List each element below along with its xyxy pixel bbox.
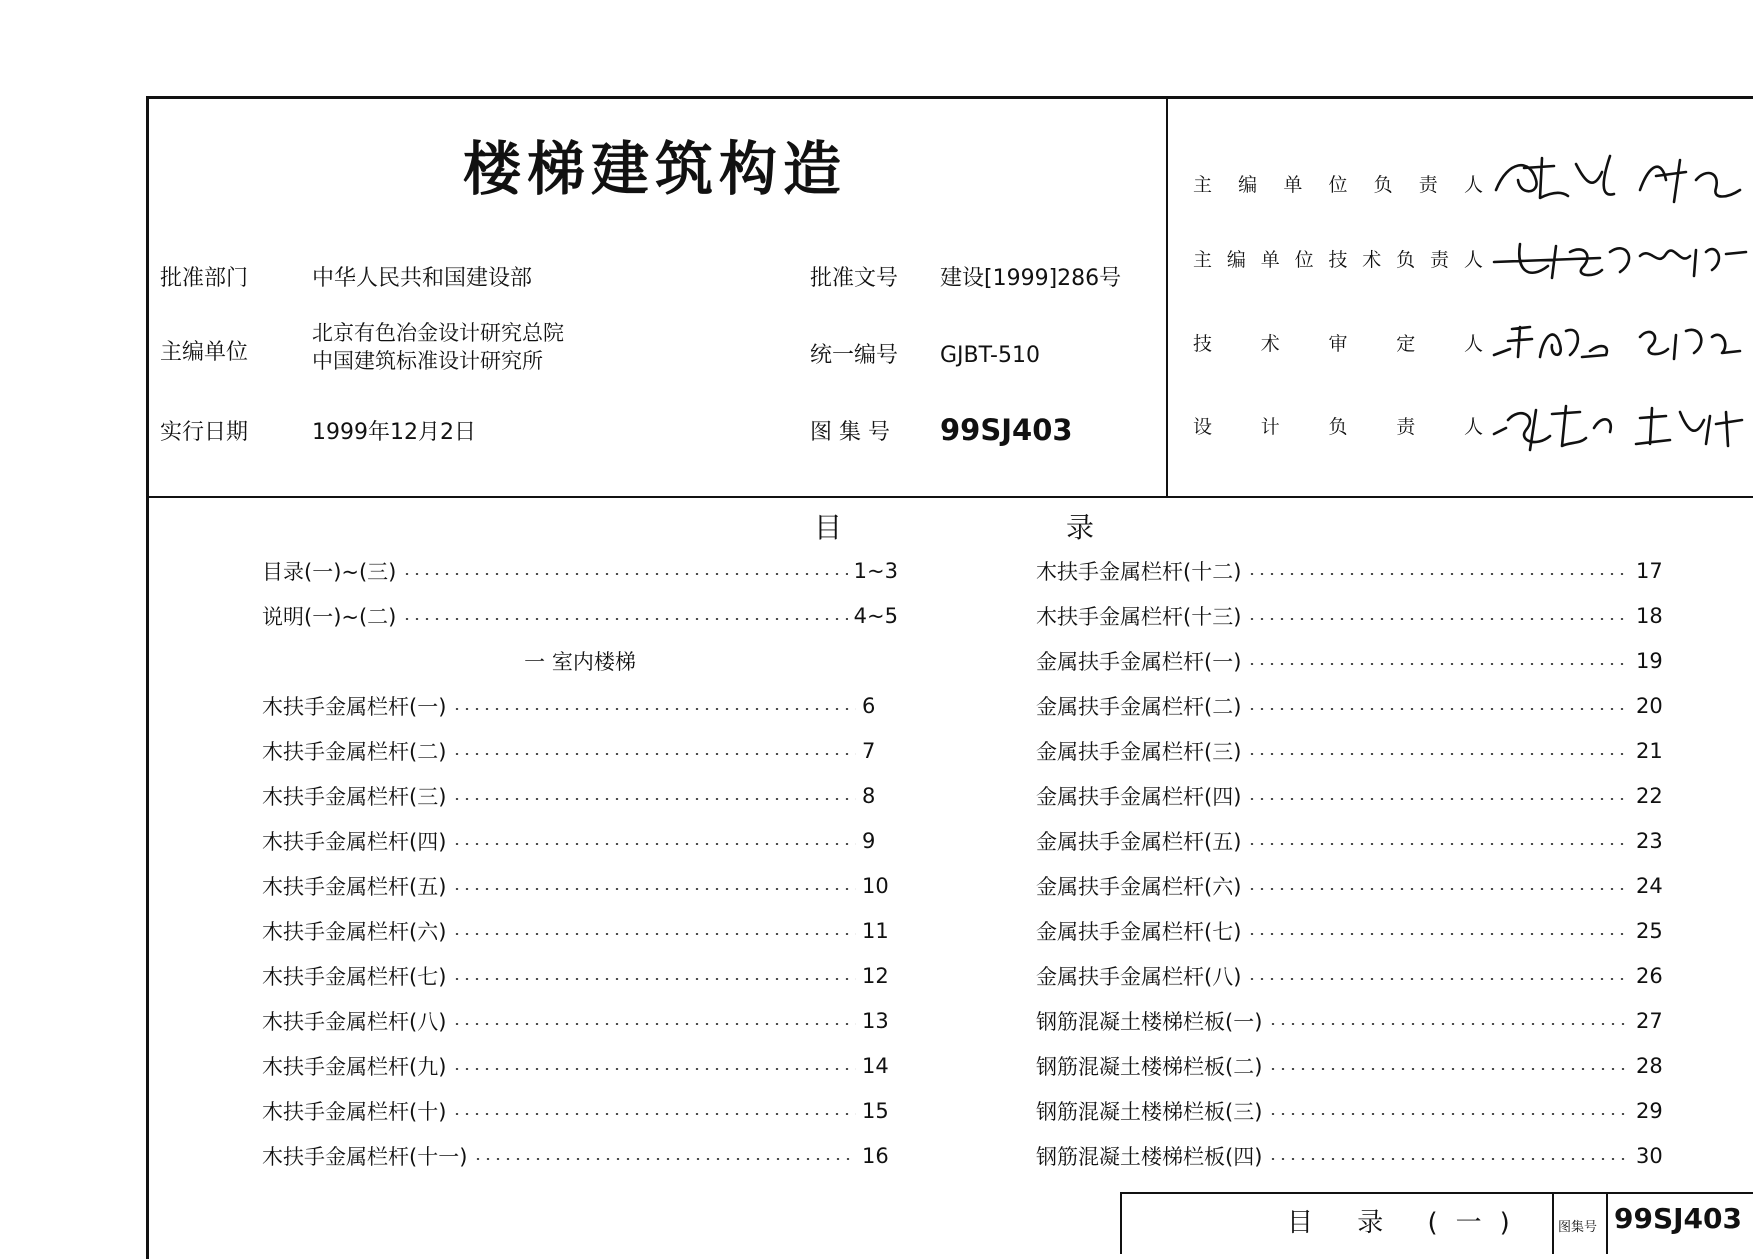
toc-entry (1036, 1141, 1672, 1171)
handwritten-signature-4 (1490, 398, 1752, 448)
title-block-atlas-label: 图集号 (1558, 1220, 1598, 1235)
toc-entry-page: 23 (1636, 829, 1663, 853)
toc-entry-page: 26 (1636, 964, 1663, 988)
toc-entry-page: 18 (1636, 604, 1663, 628)
title-block-atlas-no: 99SJ403 (1614, 1202, 1742, 1235)
toc-entry (1036, 1096, 1672, 1126)
toc-entry (262, 871, 898, 901)
toc-entry-page: 8 (862, 784, 876, 808)
dot-leader (1247, 753, 1630, 755)
unified-no-value: GJBT-510 (940, 343, 1040, 368)
dot-leader (1268, 1158, 1630, 1160)
toc-entry-title: 金属扶手金属栏杆(八) (1036, 965, 1242, 989)
toc-entry (262, 826, 898, 856)
toc-entry-title: 木扶手金属栏杆(七) (262, 965, 447, 989)
chief-unit-label: 主编单位 (160, 340, 249, 365)
toc-entry-title: 木扶手金属栏杆(十三) (1036, 605, 1242, 629)
dot-leader (1247, 888, 1630, 890)
dot-leader (1247, 798, 1630, 800)
toc-entry-page: 11 (862, 919, 889, 943)
toc-heading-left: 目 (814, 511, 843, 544)
toc-entry-page: 19 (1636, 649, 1663, 673)
toc-entry-title: 木扶手金属栏杆(四) (262, 830, 447, 854)
toc-entry-page: 12 (862, 964, 889, 988)
document-title: 楼梯建筑构造 (462, 135, 847, 203)
toc-entry-title: 说明(一)~(二) (262, 605, 397, 629)
toc-entry (1036, 601, 1672, 631)
toc-entry-page: 17 (1636, 559, 1663, 583)
toc-entry (262, 556, 898, 586)
toc-entry-title: 钢筋混凝土楼梯栏板(一) (1036, 1010, 1263, 1034)
signature-label-design-head: 设 计 负 责 人 (1193, 416, 1483, 438)
toc-entry-title: 木扶手金属栏杆(五) (262, 875, 447, 899)
toc-entry-page: 13 (862, 1009, 889, 1033)
toc-entry (1036, 736, 1672, 766)
toc-entry-title: 木扶手金属栏杆(六) (262, 920, 447, 944)
handwritten-signature-2 (1490, 232, 1752, 282)
toc-entry (1036, 691, 1672, 721)
toc-entry-page: 6 (862, 694, 876, 718)
toc-heading-right: 录 (1066, 511, 1095, 544)
toc-entry-title: 木扶手金属栏杆(十二) (1036, 560, 1242, 584)
toc-section-title: 一 室内楼梯 (524, 650, 636, 674)
toc-entry (1036, 916, 1672, 946)
handwritten-signature-3 (1490, 315, 1752, 365)
effective-date-label: 实行日期 (160, 420, 249, 445)
dot-leader (452, 1068, 856, 1070)
toc-entry-page: 29 (1636, 1099, 1663, 1123)
toc-entry (262, 601, 898, 631)
toc-entry-title: 木扶手金属栏杆(十一) (262, 1145, 468, 1169)
toc-entry (1036, 871, 1672, 901)
toc-entry-title: 木扶手金属栏杆(十) (262, 1100, 447, 1124)
toc-entry-title: 钢筋混凝土楼梯栏板(三) (1036, 1100, 1263, 1124)
title-block-divider (1552, 1194, 1554, 1254)
toc-entry-page: 30 (1636, 1144, 1663, 1168)
toc-entry-page: 10 (862, 874, 889, 898)
unified-no-label: 统一编号 (810, 343, 899, 368)
toc-entry (262, 1006, 898, 1036)
dot-leader (452, 978, 856, 980)
toc-entry (1036, 1006, 1672, 1036)
dot-leader (1247, 573, 1630, 575)
dot-leader (1247, 708, 1630, 710)
title-block-divider-2 (1606, 1194, 1608, 1254)
toc-entry-page: 20 (1636, 694, 1663, 718)
toc-section-heading (262, 646, 898, 676)
dot-leader (452, 753, 856, 755)
header-divider (146, 496, 1753, 498)
toc-entry (262, 1141, 898, 1171)
toc-entry-title: 金属扶手金属栏杆(四) (1036, 785, 1242, 809)
toc-entry (1036, 961, 1672, 991)
toc-entry-page: 22 (1636, 784, 1663, 808)
toc-entry-title: 木扶手金属栏杆(八) (262, 1010, 447, 1034)
toc-entry-title: 金属扶手金属栏杆(六) (1036, 875, 1242, 899)
toc-entry-title: 目录(一)~(三) (262, 560, 397, 584)
approving-dept-value: 中华人民共和国建设部 (312, 266, 533, 291)
toc-entry-page: 28 (1636, 1054, 1663, 1078)
toc-entry-title: 木扶手金属栏杆(二) (262, 740, 447, 764)
toc-entry-page: 16 (862, 1144, 889, 1168)
approval-doc-label: 批准文号 (810, 266, 899, 291)
toc-entry-title: 金属扶手金属栏杆(二) (1036, 695, 1242, 719)
toc-entry-page: 9 (862, 829, 876, 853)
toc-entry-title: 金属扶手金属栏杆(七) (1036, 920, 1242, 944)
effective-date-value: 1999年12月2日 (312, 420, 476, 445)
dot-leader (1247, 663, 1630, 665)
toc-entry-page: 24 (1636, 874, 1663, 898)
header-vertical-divider (1166, 98, 1168, 498)
toc-entry-page: 21 (1636, 739, 1663, 763)
title-block (1120, 1192, 1753, 1254)
toc-entry-page: 27 (1636, 1009, 1663, 1033)
toc-entry-page: 15 (862, 1099, 889, 1123)
dot-leader (473, 1158, 856, 1160)
toc-entry-title: 金属扶手金属栏杆(三) (1036, 740, 1242, 764)
toc-entry (262, 781, 898, 811)
approval-doc-value: 建设[1999]286号 (940, 266, 1122, 291)
chief-unit-line2: 中国建筑标准设计研究所 (312, 349, 543, 373)
toc-entry-title: 木扶手金属栏杆(一) (262, 695, 447, 719)
dot-leader (1268, 1113, 1630, 1115)
dot-leader (452, 798, 856, 800)
dot-leader (1268, 1068, 1630, 1070)
signature-label-tech-reviewer: 技 术 审 定 人 (1193, 333, 1483, 355)
toc-entry (262, 1096, 898, 1126)
toc-entry-title: 木扶手金属栏杆(三) (262, 785, 447, 809)
toc-entry-title: 钢筋混凝土楼梯栏板(四) (1036, 1145, 1263, 1169)
dot-leader (1247, 618, 1630, 620)
dot-leader (452, 708, 856, 710)
dot-leader (452, 888, 856, 890)
toc-entry-page: 25 (1636, 919, 1663, 943)
chief-unit-line1: 北京有色冶金设计研究总院 (312, 321, 564, 345)
toc-entry-page: 4~5 (853, 604, 898, 628)
toc-entry (1036, 1051, 1672, 1081)
atlas-no-value: 99SJ403 (940, 413, 1073, 447)
dot-leader (1247, 843, 1630, 845)
dot-leader (452, 1113, 856, 1115)
dot-leader (1247, 978, 1630, 980)
toc-entry (262, 691, 898, 721)
toc-entry-page: 1~3 (853, 559, 898, 583)
toc-entry (1036, 781, 1672, 811)
toc-entry (1036, 556, 1672, 586)
toc-entry-title: 金属扶手金属栏杆(五) (1036, 830, 1242, 854)
toc-entry-title: 木扶手金属栏杆(九) (262, 1055, 447, 1079)
toc-entry (262, 736, 898, 766)
handwritten-signature-1 (1490, 150, 1752, 200)
toc-entry-title: 钢筋混凝土楼梯栏板(二) (1036, 1055, 1263, 1079)
atlas-no-label: 图 集 号 (810, 420, 890, 445)
dot-leader (452, 933, 856, 935)
title-block-title: 目 录 (一) (1287, 1208, 1528, 1238)
toc-entry-title: 金属扶手金属栏杆(一) (1036, 650, 1242, 674)
signature-label-chief-unit-head: 主 编 单 位 负 责 人 (1193, 174, 1483, 196)
toc-entry-page: 7 (862, 739, 876, 763)
toc-entry (262, 916, 898, 946)
dot-leader (452, 1023, 856, 1025)
toc-entry (1036, 646, 1672, 676)
signature-label-chief-unit-tech-head: 主 编 单 位 技 术 负 责 人 (1193, 249, 1483, 271)
dot-leader (402, 573, 847, 575)
approving-dept-label: 批准部门 (160, 266, 249, 291)
toc-entry (262, 1051, 898, 1081)
dot-leader (402, 618, 847, 620)
toc-entry (1036, 826, 1672, 856)
dot-leader (452, 843, 856, 845)
toc-entry (262, 961, 898, 991)
dot-leader (1247, 933, 1630, 935)
toc-entry-page: 14 (862, 1054, 889, 1078)
dot-leader (1268, 1023, 1630, 1025)
